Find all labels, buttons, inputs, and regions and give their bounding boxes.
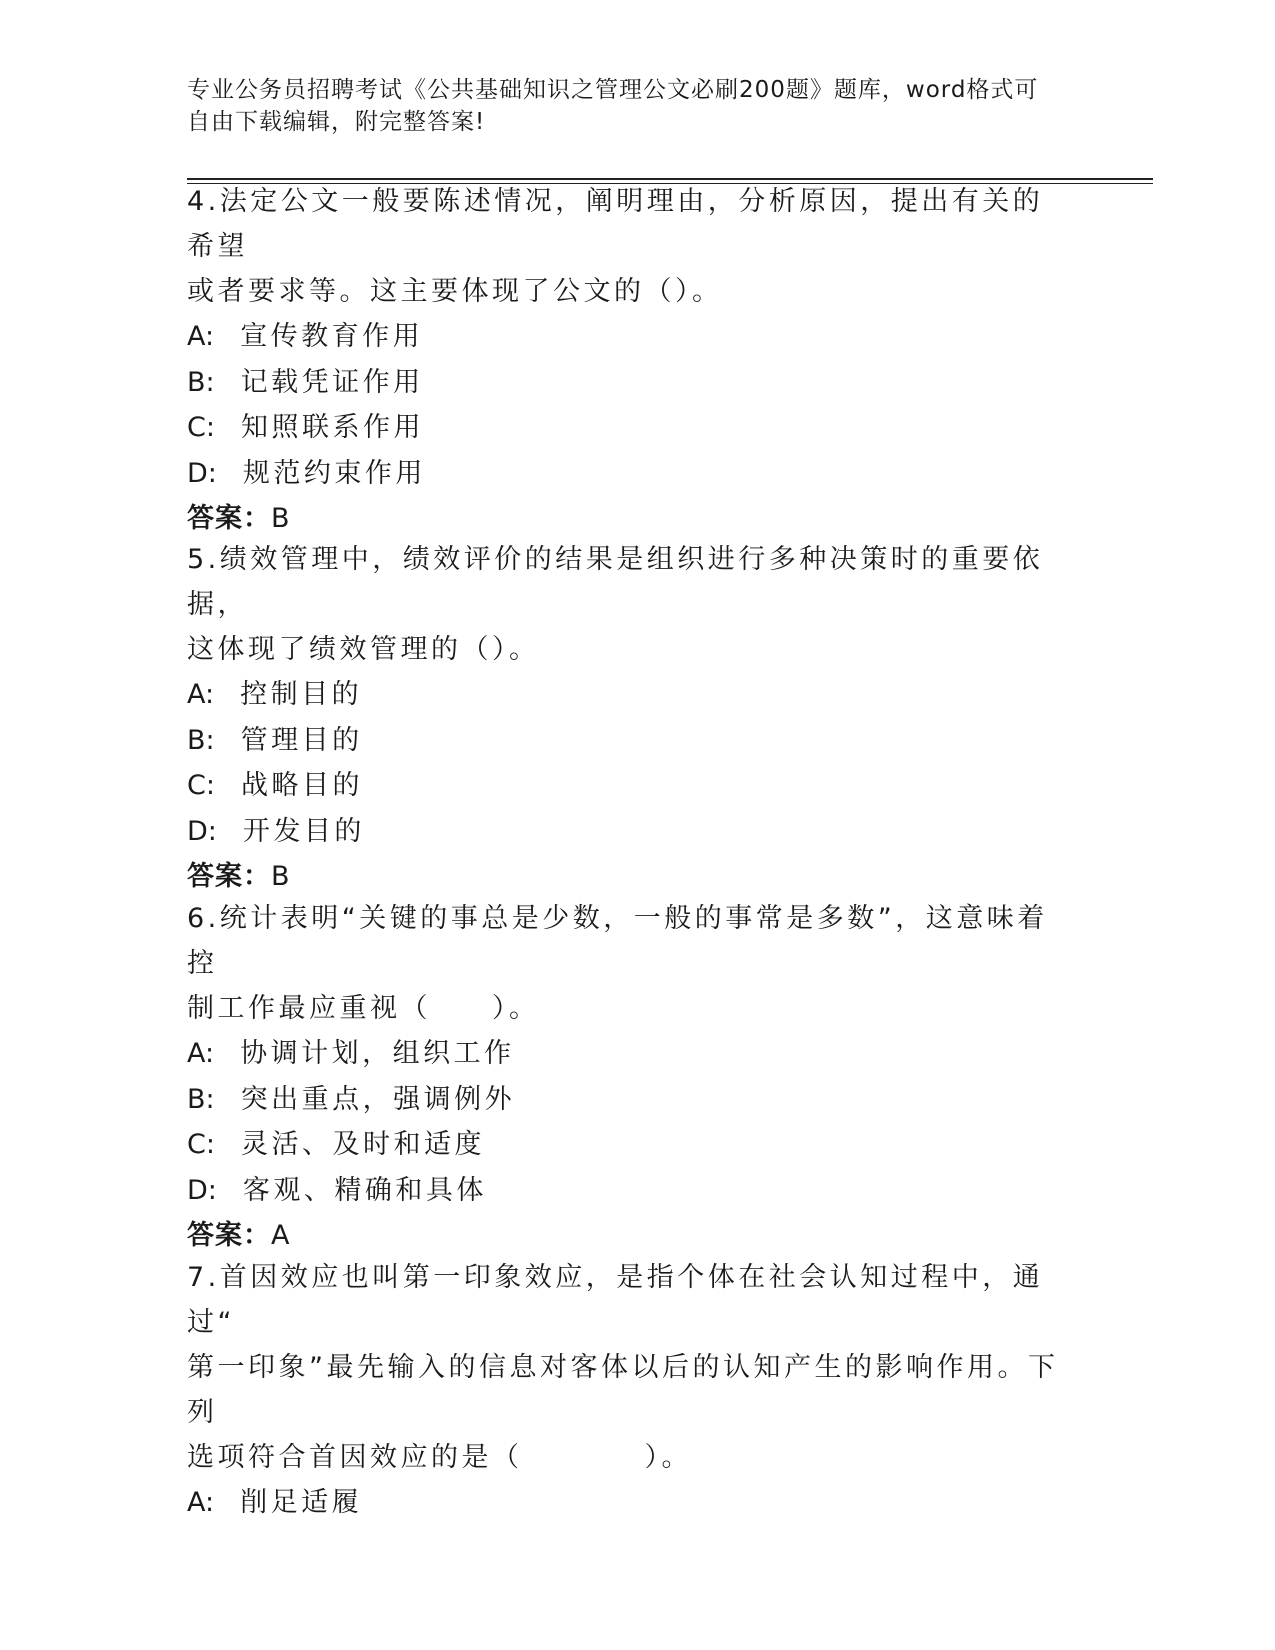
option-text: 记载凭证作用 [240,366,424,398]
option-text: 规范约束作用 [242,457,426,489]
answer-label: 答案： [187,1220,271,1251]
question-stem [187,537,1067,672]
option-text: 宣传教育作用 [240,321,424,352]
answer-value: B [271,503,291,534]
option-text: 削足适履 [240,1487,363,1518]
question-stem-line: 这体现了绩效管理的（）。 [187,634,540,665]
option-d [187,809,1067,855]
option-list [187,1031,1067,1213]
option-a [187,314,1067,360]
question-stem [187,179,1067,314]
option-key: A: [187,321,215,352]
answer-value: B [271,861,291,892]
option-text: 开发目的 [242,815,365,847]
option-c [187,1122,1067,1168]
document-header [187,74,1067,138]
option-list [187,1480,1067,1526]
option-key: C: [187,1129,215,1160]
option-key: C: [187,412,215,443]
option-a [187,1480,1067,1526]
option-key: B: [187,1083,215,1115]
option-key: C: [187,770,215,801]
option-text: 管理目的 [240,724,363,756]
option-c [187,763,1067,809]
option-d [187,1168,1067,1214]
question-4 [187,179,1067,542]
answer-label: 答案： [187,503,271,534]
header-line-2: 自由下载编辑，附完整答案! [187,109,486,135]
option-text: 灵活、及时和适度 [240,1129,485,1160]
option-key: D: [187,457,217,489]
option-key: D: [187,815,217,847]
option-key: A: [187,1487,215,1518]
option-text: 客观、精确和具体 [242,1174,487,1206]
option-text: 协调计划，组织工作 [240,1038,515,1069]
option-a [187,672,1067,718]
option-text: 控制目的 [240,679,363,710]
option-d [187,451,1067,497]
option-text: 突出重点，强调例外 [240,1083,516,1115]
option-b [187,360,1067,406]
answer-value: A [271,1220,291,1251]
option-b [187,718,1067,764]
option-key: B: [187,366,215,398]
question-5 [187,537,1067,900]
answer-line [187,1213,1067,1259]
question-stem-line: 6.统计表明“关键的事总是少数，一般的事常是多数”，这意味着控 [187,903,1048,979]
header-line-1: 专业公务员招聘考试《公共基础知识之管理公文必刷200题》题库，word格式可 [187,77,1039,103]
option-c [187,405,1067,451]
question-stem [187,896,1067,1031]
answer-label: 答案： [187,861,271,892]
question-stem-line: 5.绩效管理中，绩效评价的结果是组织进行多种决策时的重要依据， [187,544,1044,620]
option-list [187,672,1067,854]
option-text: 战略目的 [240,770,363,801]
question-stem-line: 制工作最应重视（ ）。 [187,993,540,1024]
question-stem-line: 选项符合首因效应的是（ ）。 [187,1442,692,1473]
question-7 [187,1255,1067,1526]
question-stem-line: 第一印象”最先输入的信息对客体以后的认知产生的影响作用。下列 [187,1352,1059,1428]
option-key: A: [187,1038,215,1069]
question-stem [187,1255,1067,1480]
question-stem-line: 4.法定公文一般要陈述情况，阐明理由，分析原因，提出有关的希望 [187,186,1044,262]
option-key: B: [187,724,215,756]
option-key: D: [187,1174,217,1206]
option-b [187,1077,1067,1123]
question-stem-line: 7.首因效应也叫第一印象效应，是指个体在社会认知过程中，通过“ [187,1262,1044,1338]
option-key: A: [187,679,215,710]
answer-line [187,496,1067,542]
question-stem-line: 或者要求等。这主要体现了公文的（）。 [187,276,723,307]
question-6 [187,896,1067,1259]
answer-line [187,854,1067,900]
option-list [187,314,1067,496]
option-a [187,1031,1067,1077]
option-text: 知照联系作用 [240,412,424,443]
